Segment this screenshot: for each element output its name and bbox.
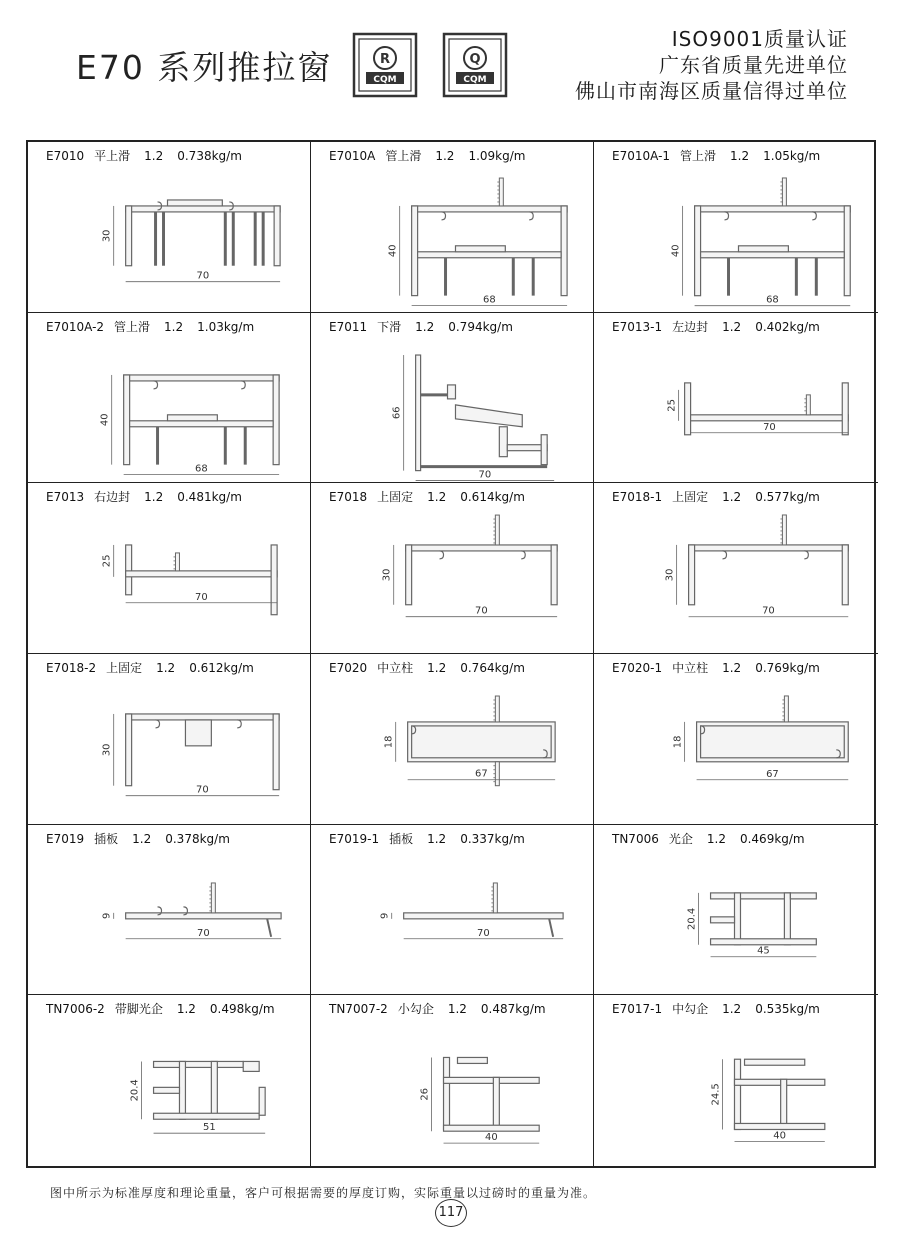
profile-label xyxy=(46,830,230,847)
profile-weight: 0.469kg/m xyxy=(739,831,805,846)
height-dimension: 30 xyxy=(101,743,113,757)
profile-name: 插板 xyxy=(94,831,119,846)
svg-text:Q: Q xyxy=(469,52,481,67)
profile-name: 上固定 xyxy=(377,490,414,505)
profile-label xyxy=(612,147,820,164)
profile-thickness: 1.2 xyxy=(722,1002,742,1017)
cert-line: ISO9001质量认证 xyxy=(671,27,848,51)
profile-thickness: 1.2 xyxy=(144,490,164,505)
height-dimension: 40 xyxy=(99,413,111,426)
profile-weight: 0.577kg/m xyxy=(755,490,820,505)
profile-thickness: 1.2 xyxy=(176,1002,196,1017)
profile-name: 上固定 xyxy=(672,490,709,505)
width-dimension: 67 xyxy=(766,768,779,780)
height-dimension: 66 xyxy=(391,406,403,419)
profile-code: TN7007-2 xyxy=(329,1002,388,1017)
profile-weight: 0.614kg/m xyxy=(460,490,525,505)
profile-name: 下滑 xyxy=(377,319,402,334)
height-dimension: 25 xyxy=(666,398,678,412)
profile-cell xyxy=(311,313,594,484)
page-number: 117 xyxy=(435,1199,467,1227)
profile-label xyxy=(329,488,525,505)
profile-label xyxy=(46,318,254,335)
profile-cell xyxy=(28,995,311,1166)
profile-drawing xyxy=(311,1017,593,1166)
width-dimension: 70 xyxy=(197,927,210,939)
profile-code: E7018-1 xyxy=(612,490,663,505)
profile-thickness: 1.2 xyxy=(415,319,435,334)
svg-text:CQM: CQM xyxy=(463,75,487,85)
profile-code: E7013 xyxy=(46,490,85,505)
width-dimension: 40 xyxy=(773,1130,787,1142)
profile-thickness: 1.2 xyxy=(156,661,176,675)
profile-code: E7010A xyxy=(329,149,376,163)
profile-weight: 0.794kg/m xyxy=(448,319,513,334)
height-dimension: 30 xyxy=(664,568,676,582)
width-dimension: 70 xyxy=(195,592,208,604)
profile-cell xyxy=(28,313,311,484)
profile-code: E7020 xyxy=(329,661,368,675)
profile-thickness: 1.2 xyxy=(447,1002,467,1017)
profile-drawing xyxy=(28,164,310,312)
height-dimension: 25 xyxy=(101,554,113,568)
width-dimension: 70 xyxy=(763,421,776,433)
cert-line: 佛山市南海区质量信得过单位 xyxy=(575,79,848,103)
profile-weight: 0.337kg/m xyxy=(460,831,525,846)
profile-code: E7011 xyxy=(329,319,368,334)
profile-code: E7018-2 xyxy=(46,661,97,675)
profile-cell xyxy=(594,142,878,313)
profile-cell xyxy=(594,483,878,654)
profile-drawing xyxy=(28,847,310,995)
page-title: E70 系列推拉窗 xyxy=(76,48,333,87)
profile-name: 中勾企 xyxy=(672,1002,709,1017)
profile-cell xyxy=(28,483,311,654)
profile-cell xyxy=(311,142,594,313)
height-dimension: 24.5 xyxy=(710,1083,722,1106)
profile-name: 中立柱 xyxy=(377,661,414,675)
profile-weight: 1.03kg/m xyxy=(197,319,255,334)
width-dimension: 70 xyxy=(478,469,492,481)
height-dimension: 9 xyxy=(101,912,113,919)
profile-name: 光企 xyxy=(668,831,693,846)
profile-label xyxy=(46,488,242,505)
width-dimension: 70 xyxy=(196,784,209,796)
profile-code: TN7006-2 xyxy=(46,1002,105,1017)
profile-code: E7010A-1 xyxy=(612,149,671,163)
profile-name: 小勾企 xyxy=(397,1002,434,1017)
width-dimension: 51 xyxy=(203,1122,216,1134)
profile-name: 管上滑 xyxy=(680,149,717,163)
profile-cell xyxy=(594,654,878,825)
height-dimension: 30 xyxy=(101,229,113,243)
profile-name: 管上滑 xyxy=(385,149,422,163)
profile-weight: 1.09kg/m xyxy=(468,149,526,163)
profile-drawing xyxy=(311,505,593,653)
profile-code: E7019-1 xyxy=(329,831,380,846)
profile-thickness: 1.2 xyxy=(144,149,164,163)
profile-weight: 0.764kg/m xyxy=(460,661,525,675)
width-dimension: 70 xyxy=(475,606,488,618)
profile-thickness: 1.2 xyxy=(722,661,742,675)
profile-code: E7019 xyxy=(46,831,85,846)
profile-drawing xyxy=(311,164,593,312)
profile-name: 带脚光企 xyxy=(114,1002,163,1017)
profile-thickness: 1.2 xyxy=(722,490,742,505)
profile-thickness: 1.2 xyxy=(427,490,447,505)
profile-cell xyxy=(594,995,878,1166)
width-dimension: 45 xyxy=(757,945,770,957)
profile-thickness: 1.2 xyxy=(730,149,750,163)
profile-cell xyxy=(311,483,594,654)
profile-label xyxy=(612,830,805,847)
height-dimension: 18 xyxy=(672,735,684,749)
profile-weight: 0.738kg/m xyxy=(177,149,242,163)
profile-label xyxy=(46,659,254,676)
certifications xyxy=(575,26,848,104)
profile-code: E7020-1 xyxy=(612,661,663,675)
profile-drawing xyxy=(594,847,878,995)
cqm-q-logo-icon xyxy=(442,32,508,98)
width-dimension: 68 xyxy=(766,294,779,306)
profile-name: 管上滑 xyxy=(114,319,151,334)
profile-thickness: 1.2 xyxy=(722,319,742,334)
profile-code: E7010 xyxy=(46,149,85,163)
profile-label xyxy=(329,1000,546,1017)
height-dimension: 26 xyxy=(419,1088,431,1101)
profile-weight: 0.481kg/m xyxy=(177,490,242,505)
profile-weight: 0.402kg/m xyxy=(755,319,820,334)
width-dimension: 70 xyxy=(762,606,775,618)
profile-drawing xyxy=(311,847,593,995)
profile-thickness: 1.2 xyxy=(164,319,184,334)
profile-drawing xyxy=(28,335,310,483)
profile-weight: 0.487kg/m xyxy=(480,1002,546,1017)
height-dimension: 18 xyxy=(383,735,395,749)
profile-label xyxy=(329,830,525,847)
profile-drawing xyxy=(594,335,878,483)
profile-cell xyxy=(311,654,594,825)
profile-weight: 1.05kg/m xyxy=(763,149,821,163)
profile-thickness: 1.2 xyxy=(427,831,447,846)
width-dimension: 68 xyxy=(195,463,208,475)
height-dimension: 30 xyxy=(381,568,393,582)
profile-name: 右边封 xyxy=(94,490,131,505)
height-dimension: 40 xyxy=(670,244,682,258)
profile-code: E7013-1 xyxy=(612,319,663,334)
profile-weight: 0.535kg/m xyxy=(755,1002,820,1017)
height-dimension: 40 xyxy=(387,244,399,258)
profile-label xyxy=(612,659,820,676)
profile-code: E7010A-2 xyxy=(46,319,105,334)
profile-label xyxy=(329,659,525,676)
footer-note: 图中所示为标准厚度和理论重量，客户可根据需要的厚度订购，实际重量以过磅时的重量为准。 xyxy=(50,1186,597,1200)
profile-weight: 0.378kg/m xyxy=(165,831,230,846)
width-dimension: 70 xyxy=(196,270,210,282)
cert-line: 广东省质量先进单位 xyxy=(659,53,848,77)
profile-cell xyxy=(28,654,311,825)
profile-label xyxy=(46,1000,275,1017)
profile-cell xyxy=(594,313,878,484)
profile-label xyxy=(329,318,513,335)
profile-code: E7018 xyxy=(329,490,368,505)
profile-cell xyxy=(311,995,594,1166)
profile-drawing xyxy=(311,676,593,824)
height-dimension: 20.4 xyxy=(686,907,698,930)
profile-name: 中立柱 xyxy=(672,661,709,675)
profile-cell xyxy=(594,825,878,996)
profile-thickness: 1.2 xyxy=(435,149,455,163)
height-dimension: 9 xyxy=(379,912,391,919)
profile-name: 左边封 xyxy=(672,319,709,334)
profile-weight: 0.498kg/m xyxy=(209,1002,275,1017)
profile-thickness: 1.2 xyxy=(706,831,726,846)
width-dimension: 40 xyxy=(485,1132,498,1144)
profile-weight: 0.612kg/m xyxy=(189,661,254,675)
profile-label xyxy=(612,318,820,335)
profile-drawing xyxy=(28,676,310,824)
svg-text:R: R xyxy=(379,52,391,67)
profile-cell xyxy=(28,142,311,313)
cqm-r-logo-icon xyxy=(352,32,418,98)
profile-thickness: 1.2 xyxy=(427,661,447,675)
height-dimension: 20.4 xyxy=(129,1079,141,1102)
profile-label xyxy=(612,1000,820,1017)
profile-cell xyxy=(28,825,311,996)
profile-weight: 0.769kg/m xyxy=(755,661,820,675)
profile-drawing xyxy=(594,164,878,312)
profile-label xyxy=(46,147,242,164)
profile-thickness: 1.2 xyxy=(132,831,152,846)
profile-drawing xyxy=(28,505,310,653)
profile-code: E7017-1 xyxy=(612,1002,663,1017)
profile-grid xyxy=(26,140,876,1168)
profile-label xyxy=(329,147,525,164)
profile-drawing xyxy=(594,676,878,824)
profile-label xyxy=(612,488,820,505)
width-dimension: 70 xyxy=(477,927,490,939)
width-dimension: 67 xyxy=(475,768,488,780)
profile-drawing xyxy=(311,335,593,483)
profile-drawing xyxy=(28,1017,310,1166)
profile-drawing xyxy=(594,505,878,653)
profile-name: 插板 xyxy=(389,831,414,846)
profile-code: TN7006 xyxy=(612,831,659,846)
profile-name: 平上滑 xyxy=(94,149,131,163)
profile-name: 上固定 xyxy=(106,661,143,675)
profile-cell xyxy=(311,825,594,996)
width-dimension: 68 xyxy=(483,294,496,306)
svg-text:CQM: CQM xyxy=(373,75,397,85)
profile-drawing xyxy=(594,1017,878,1166)
